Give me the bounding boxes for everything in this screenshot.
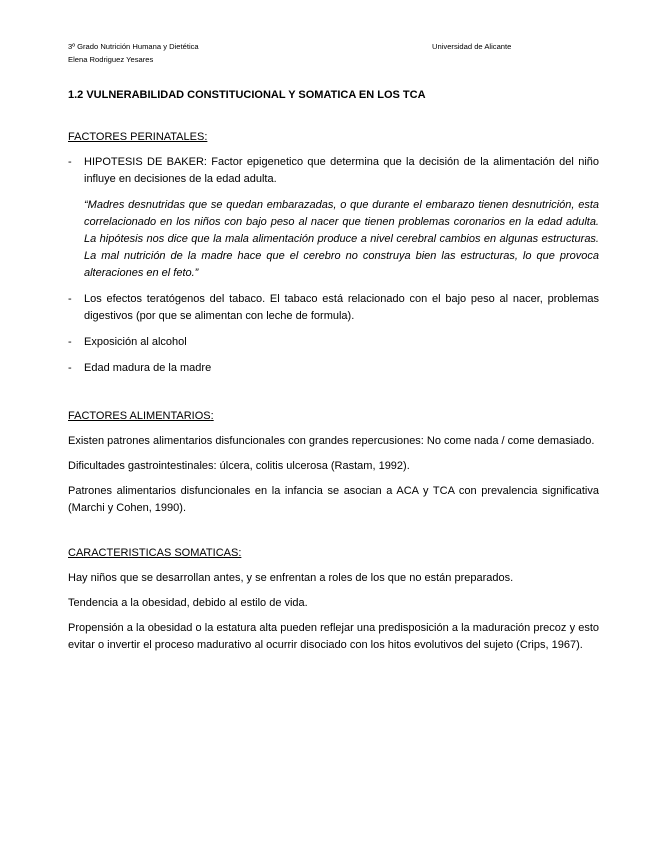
list-item-text: Edad madura de la madre xyxy=(84,362,212,374)
paragraph: Existen patrones alimentarios disfuncionales con grandes repercusiones: No come nada / come demasiado. xyxy=(68,435,595,447)
bullet-dash: - xyxy=(68,156,72,168)
paragraph: Propensión a la obesidad o la estatura alta pueden reflejar una predisposición a la maduración precoz y esto evitar o invertir el proceso madurativo al ocurrir disociado con los hitos evolutivos del sujeto (Crips, 1967). xyxy=(68,622,599,651)
document-body xyxy=(68,89,599,662)
list-item xyxy=(68,154,599,188)
header-author: Elena Rodriguez Yesares xyxy=(68,55,154,64)
header-course: 3º Grado Nutrición Humana y Dietética xyxy=(68,42,199,51)
list-item xyxy=(68,334,599,351)
bullet-dash: - xyxy=(68,336,72,348)
heading-text: FACTORES ALIMENTARIOS xyxy=(68,410,211,422)
heading-factores-alimentarios xyxy=(68,408,599,424)
list-item-text: HIPOTESIS DE BAKER: Factor epigenetico que determina que la decisión de la alimentación del niño influye en decisiones de la edad adulta. xyxy=(84,156,599,185)
page-header-left xyxy=(68,40,199,66)
list-item xyxy=(68,360,599,377)
paragraph: Tendencia a la obesidad, debido al estilo de vida. xyxy=(68,597,308,609)
list-item-text: Los efectos teratógenos del tabaco. El tabaco está relacionado con el bajo peso al nacer, problemas digestivos (por que se alimentan con leche de formula). xyxy=(84,293,599,322)
list-item-text: Exposición al alcohol xyxy=(84,336,187,348)
header-university: Universidad de Alicante xyxy=(432,42,512,51)
bullet-dash: - xyxy=(68,293,72,305)
heading-factores-perinatales: FACTORES PERINATALES: xyxy=(68,131,208,143)
paragraph: Dificultades gastrointestinales: úlcera, colitis ulcerosa (Rastam, 1992). xyxy=(68,460,410,472)
heading-colon: : xyxy=(210,410,214,422)
paragraph: Hay niños que se desarrollan antes, y se enfrentan a roles de los que no están preparados. xyxy=(68,572,514,584)
paragraph: Patrones alimentarios disfuncionales en la infancia se asocian a ACA y TCA con prevalencia significativa (Marchi y Cohen, 1990). xyxy=(68,485,599,514)
list-item xyxy=(68,291,599,325)
heading-caracteristicas-somaticas: CARACTERISTICAS SOMATICAS: xyxy=(68,547,242,559)
bullet-dash: - xyxy=(68,362,72,374)
section-title: 1.2 VULNERABILIDAD CONSTITUCIONAL Y SOMATICA EN LOS TCA xyxy=(68,89,426,101)
block-quote: “Madres desnutridas que se quedan embarazadas, o que durante el embarazo tienen desnutrición, esta correlacionado en los niños con bajo peso al nacer que tienen problemas coronarios en la edad adulta. La hipótesis nos dice que la mala alimentación produce a nivel cerebral cambios en algunas estructuras. La mal nutrición de la madre hace que el cerebro no construya bien las estructuras, lo que provoca alteraciones en el feto.” xyxy=(84,199,599,279)
